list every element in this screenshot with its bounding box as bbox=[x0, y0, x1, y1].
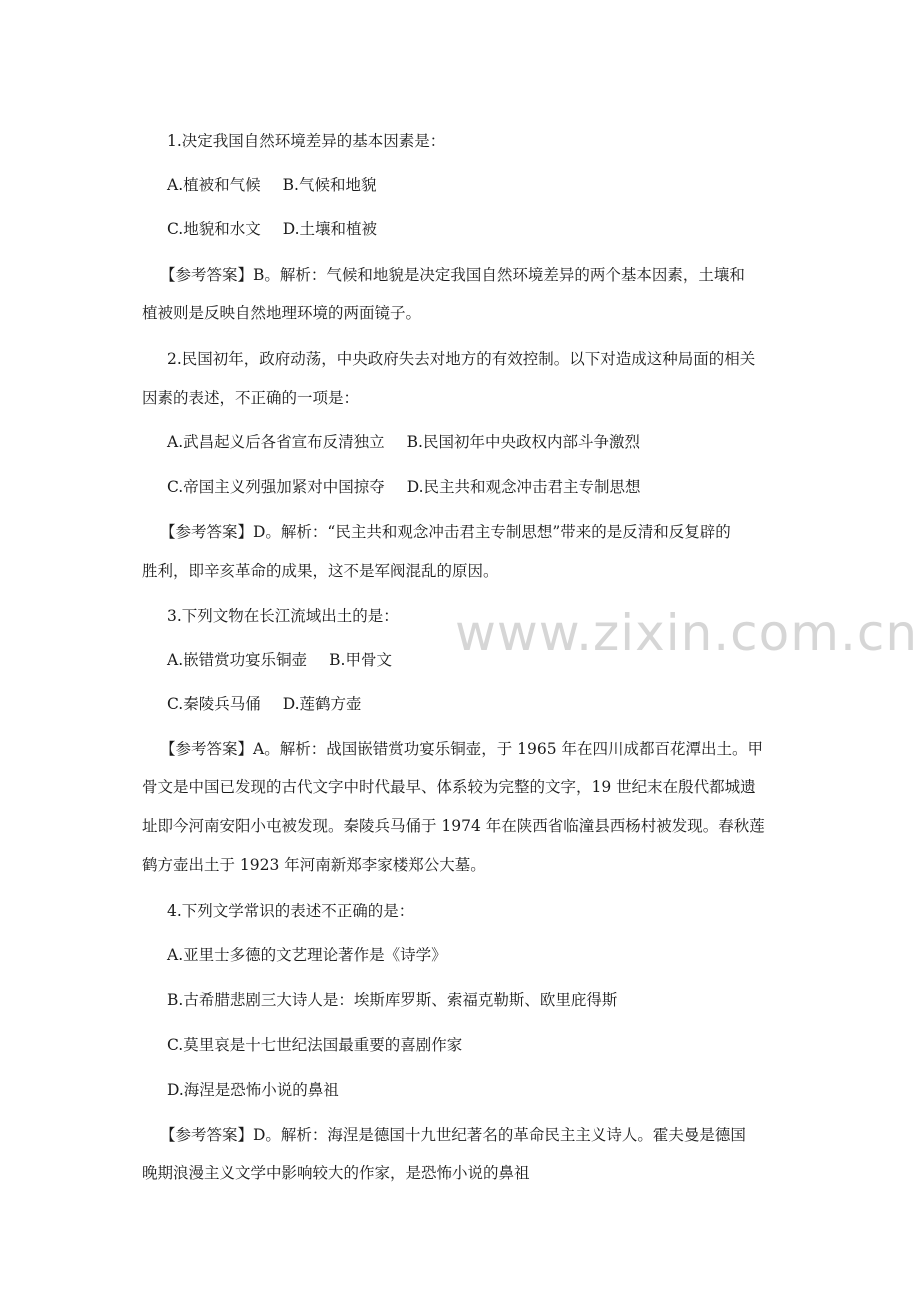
question-2-option-c: C.帝国主义列强加紧对中国掠夺 bbox=[167, 478, 385, 496]
question-4-option-a: A.亚里士多德的文艺理论著作是《诗学》 bbox=[167, 946, 447, 964]
question-3-option-b: B.甲骨文 bbox=[329, 651, 392, 669]
question-3-answer-line-3: 址即今河南安阳小屯被发现。秦陵兵马俑于 1974 年在陕西省临潼县西杨村被发现。春秋莲 bbox=[142, 817, 765, 835]
question-2-option-b: B.民国初年中央政权内部斗争激烈 bbox=[406, 433, 640, 451]
question-2-options-row-2 bbox=[167, 477, 641, 497]
question-1-stem: 1.决定我国自然环境差异的基本因素是： bbox=[167, 132, 446, 150]
question-2-answer-line-1: 【参考答案】D。解析：“民主共和观念冲击君主专制思想”带来的是反清和反复辟的 bbox=[160, 523, 731, 541]
question-4-option-c: C.莫里哀是十七世纪法国最重要的喜剧作家 bbox=[167, 1036, 463, 1054]
watermark: www.zixin.com.cn bbox=[455, 604, 919, 662]
question-3-answer-line-2: 骨文是中国已发现的古代文字中时代最早、体系较为完整的文字，19 世纪末在殷代都城遗 bbox=[142, 778, 756, 796]
question-2-options-row-1 bbox=[167, 432, 640, 452]
question-3-option-d: D.莲鹤方壶 bbox=[282, 695, 362, 713]
question-1-answer-line-2: 植被则是反映自然地理环境的两面镜子。 bbox=[142, 304, 422, 322]
question-3-answer-line-1: 【参考答案】A。解析：战国嵌错赏功宴乐铜壶，于 1965 年在四川成都百花潭出土。甲 bbox=[160, 740, 763, 758]
question-1-options-row-2 bbox=[167, 219, 377, 239]
question-4-option-d: D.海涅是恐怖小说的鼻祖 bbox=[167, 1081, 339, 1099]
question-4-stem: 4.下列文学常识的表述不正确的是： bbox=[167, 902, 415, 920]
question-1-options-row-1 bbox=[167, 175, 376, 195]
question-3-option-c: C.秦陵兵马俑 bbox=[167, 695, 261, 713]
question-4-answer-line-1: 【参考答案】D。解析：海涅是德国十九世纪著名的革命民主主义诗人。霍夫曼是德国 bbox=[160, 1126, 746, 1144]
question-1-option-d: D.土壤和植被 bbox=[282, 220, 378, 238]
question-1-option-b: B.气候和地貌 bbox=[282, 176, 377, 194]
question-4-answer-line-2: 晚期浪漫主义文学中影响较大的作家，是恐怖小说的鼻祖 bbox=[142, 1164, 530, 1182]
question-3-answer-line-4: 鹤方壶出土于 1923 年河南新郑李家楼郑公大墓。 bbox=[142, 856, 486, 874]
question-2-answer-line-2: 胜利，即辛亥革命的成果，这不是军阀混乱的原因。 bbox=[142, 562, 499, 580]
question-2-stem-line-2: 因素的表述，不正确的一项是： bbox=[142, 389, 360, 407]
question-1-answer-line-1: 【参考答案】B。解析：气候和地貌是决定我国自然环境差异的两个基本因素，土壤和 bbox=[160, 266, 745, 284]
question-3-option-a: A.嵌错赏功宴乐铜壶 bbox=[167, 651, 308, 669]
question-4-option-b: B.古希腊悲剧三大诗人是：埃斯库罗斯、索福克勒斯、欧里庇得斯 bbox=[167, 991, 618, 1009]
question-3-options-row-1 bbox=[167, 650, 392, 670]
question-3-stem: 3.下列文物在长江流域出土的是： bbox=[167, 607, 399, 625]
question-1-option-c: C.地貌和水文 bbox=[167, 220, 261, 238]
question-1-option-a: A.植被和气候 bbox=[167, 176, 261, 194]
question-2-stem-line-1: 2.民国初年，政府动荡，中央政府失去对地方的有效控制。以下对造成这种局面的相关 bbox=[167, 350, 756, 368]
question-2-option-d: D.民主共和观念冲击君主专制思想 bbox=[406, 478, 641, 496]
question-3-options-row-2 bbox=[167, 694, 362, 714]
question-2-option-a: A.武昌起义后各省宣布反清独立 bbox=[167, 433, 385, 451]
